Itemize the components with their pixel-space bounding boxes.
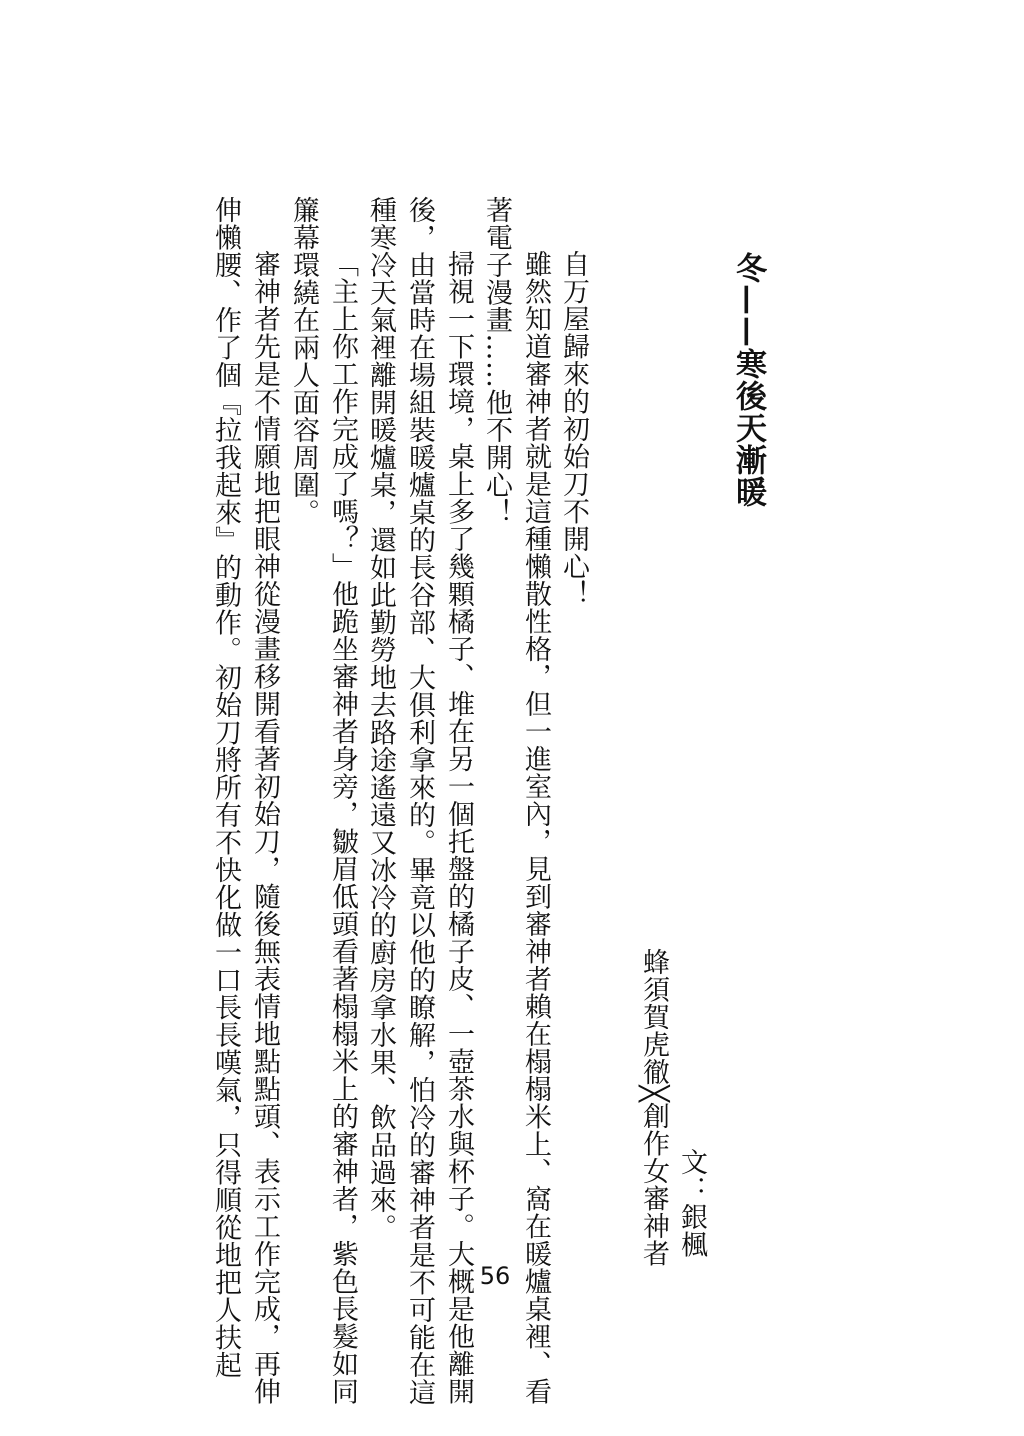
story-title: 冬——寒後天漸暖 xyxy=(730,252,766,508)
body-column-6: 種寒冷天氣裡離開暖爐桌，還如此勤勞地去路途遙遠又冰冷的廚房拿水果、飲品過來。 xyxy=(365,196,396,1241)
body-column-2: 雖然知道審神者就是這種懶散性格，但一進室內，見到審神者賴在榻榻米上、窩在暖爐桌裡、看 xyxy=(520,250,551,1405)
body-column-4: 掃視一下環境，桌上多了幾顆橘子、堆在另一個托盤的橘子皮、一壺茶水與杯子。大概是他離開 xyxy=(443,250,474,1405)
body-column-9: 審神者先是不情願地把眼神從漫畫移開看著初始刀，隨後無表情地點點頭、表示工作完成，再伸 xyxy=(249,250,280,1405)
body-column-3: 著電子漫畫……他不開心！ xyxy=(481,196,512,526)
body-column-10: 伸懶腰、作了個『拉我起來』的動作。初始刀將所有不快化做一口長長嘆氣，只得順從地把人扶起 xyxy=(210,196,241,1379)
pairing-line: 蜂須賀虎徹╳創作女審神者 xyxy=(638,948,669,1268)
page-number: 56 xyxy=(479,1262,511,1290)
body-column-7: 「主上你工作完成了嗎？」他跪坐審神者身旁，皺眉低頭看著榻榻米上的審神者，紫色長髮如同 xyxy=(327,250,358,1405)
body-column-1: 自万屋歸來的初始刀不開心！ xyxy=(558,250,589,608)
body-column-5: 後，由當時在場組裝暖爐桌的長谷部、大俱利拿來的。畢竟以他的瞭解，怕冷的審神者是不可能在這 xyxy=(404,196,435,1406)
body-column-8: 簾幕環繞在兩人面容周圍。 xyxy=(288,196,319,526)
author-byline: 文：銀楓 xyxy=(676,1148,707,1258)
